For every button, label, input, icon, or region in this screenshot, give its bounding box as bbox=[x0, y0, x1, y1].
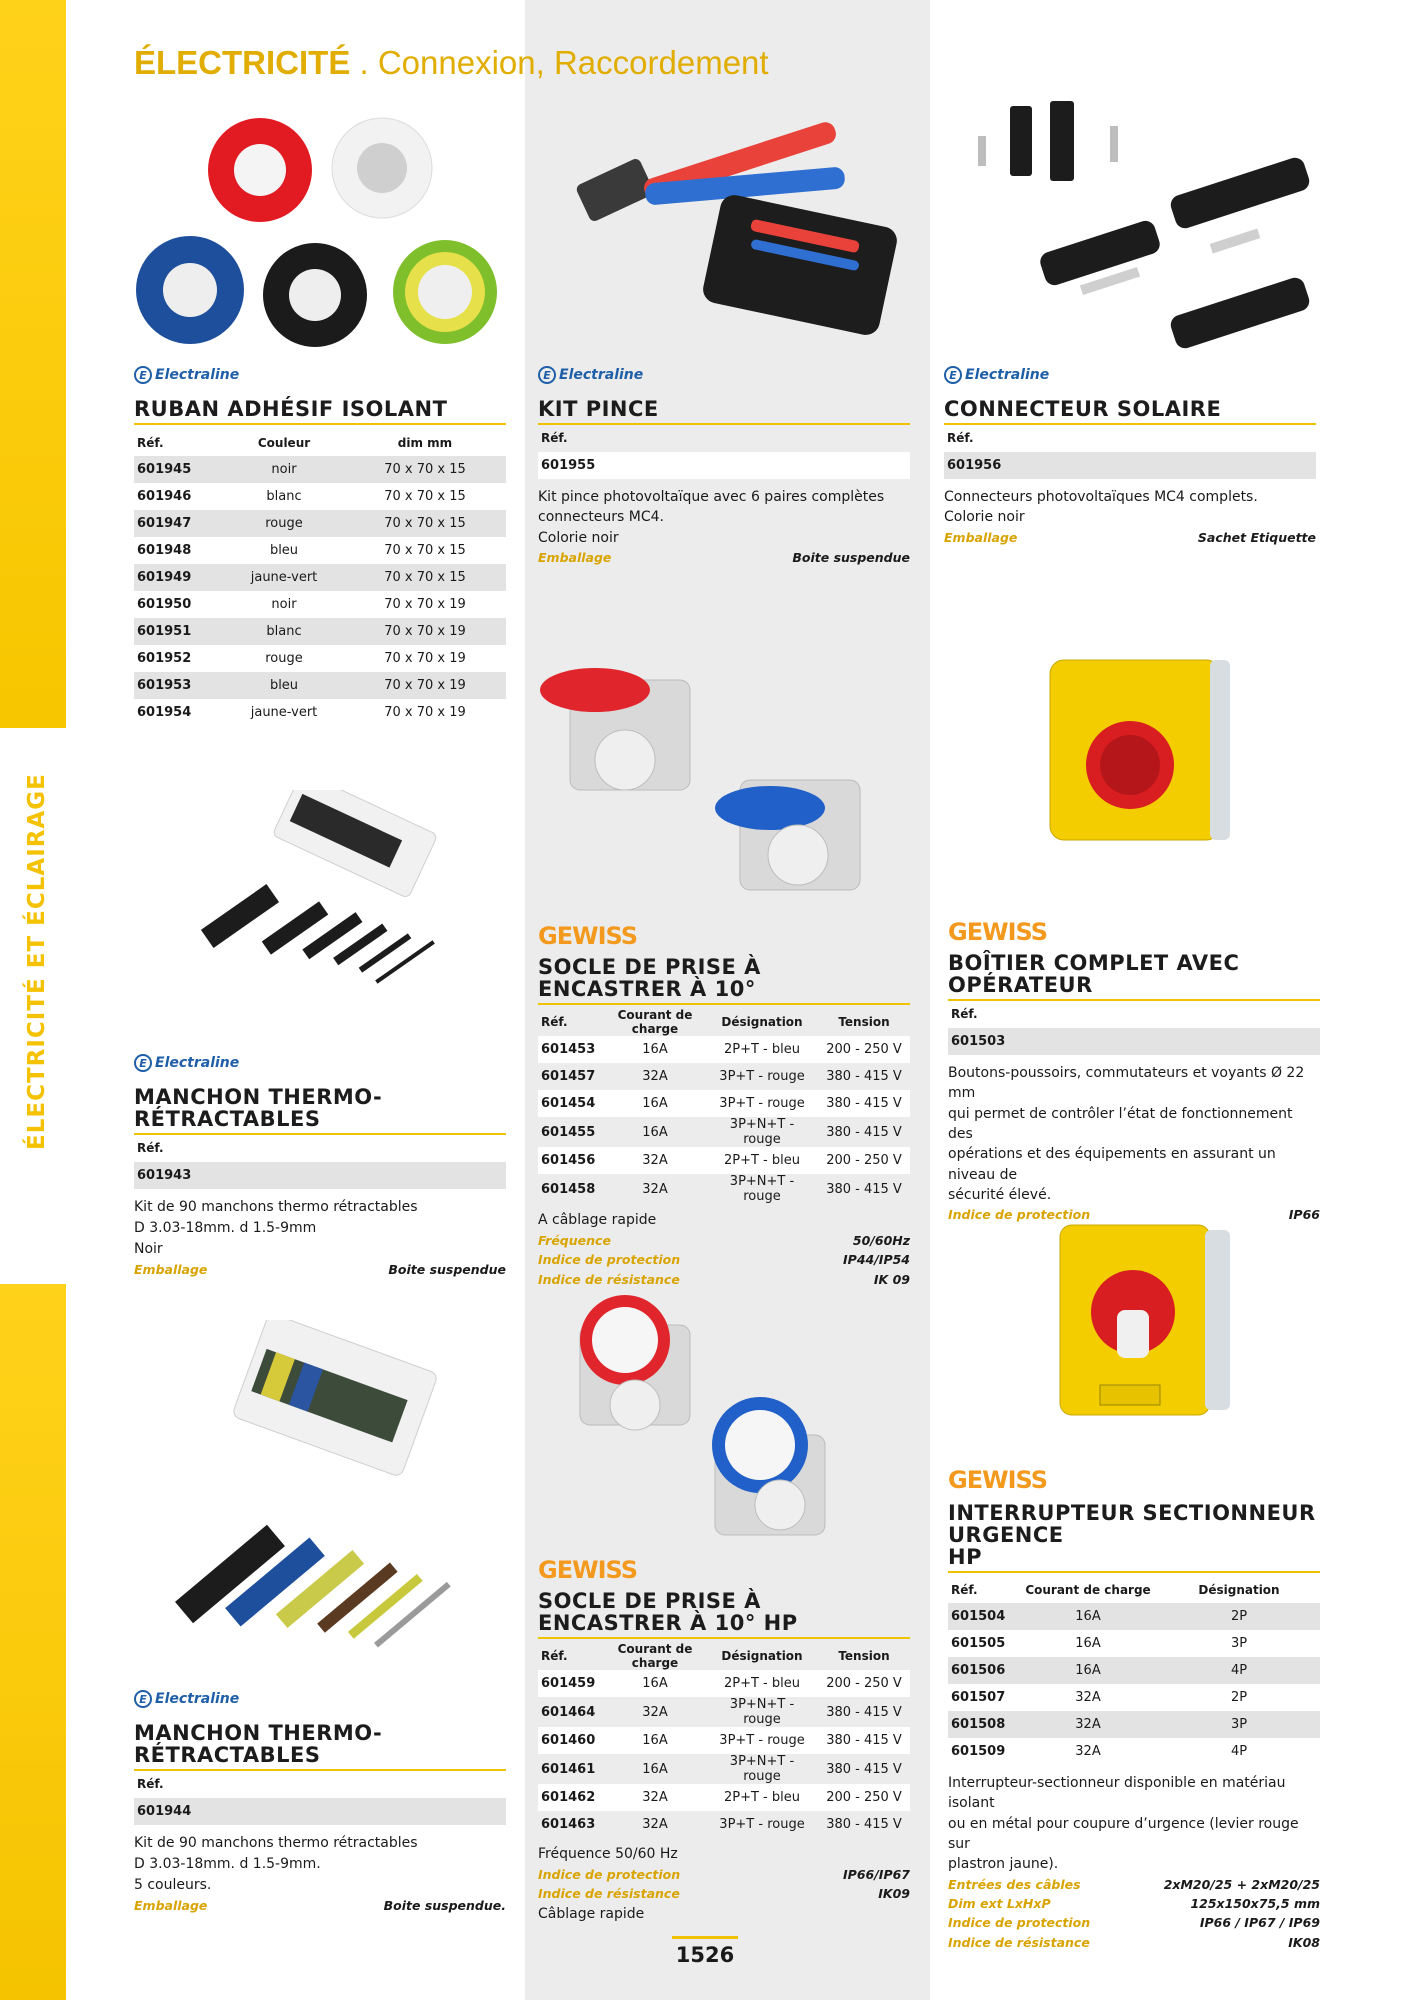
socle1-spec-value: IP44/IP54 bbox=[843, 1252, 910, 1268]
manchon2-desc-line: 5 couleurs. bbox=[134, 1877, 212, 1894]
kit-pince-ref-value: 601955 bbox=[538, 452, 910, 479]
interrupteur-spec-row bbox=[948, 1894, 1320, 1913]
interrupteur-spec-value: IP66 / IP67 / IP69 bbox=[1199, 1915, 1320, 1931]
interrupteur-row bbox=[948, 1603, 1320, 1630]
socle2-cell: 380 - 415 V bbox=[818, 1727, 910, 1754]
socle1-row bbox=[538, 1063, 910, 1090]
interrupteur-cell: 4P bbox=[1230, 1744, 1248, 1760]
isolator-switch-image bbox=[1055, 1220, 1235, 1420]
socle1-header-ref: Réf. bbox=[541, 1015, 568, 1030]
socle2-cell: 32A bbox=[642, 1817, 668, 1833]
manchon1-desc-line: D 3.03-18mm. d 1.5-9mm bbox=[134, 1220, 317, 1237]
interrupteur-title-line1: INTERRUPTEUR SECTIONNEUR URGENCE bbox=[948, 1501, 1316, 1548]
interrupteur-cell: 3P bbox=[1158, 1711, 1320, 1738]
socle2-row bbox=[538, 1811, 910, 1838]
ruban-row bbox=[134, 672, 506, 699]
connecteur-block bbox=[944, 366, 1316, 547]
socle1-cell: 601457 bbox=[541, 1069, 596, 1085]
socle1-spec-row bbox=[538, 1250, 910, 1269]
side-yellow-band-top bbox=[0, 0, 66, 728]
socle1-row bbox=[538, 1036, 910, 1063]
ruban-row bbox=[134, 510, 506, 537]
manchon1-emballage bbox=[134, 1260, 506, 1279]
ruban-row bbox=[134, 456, 506, 483]
ruban-table bbox=[134, 429, 506, 726]
boitier-block bbox=[948, 918, 1320, 1225]
socle2-row bbox=[538, 1754, 910, 1784]
interrupteur-header-designation: Désignation bbox=[1198, 1582, 1280, 1597]
electraline-wordmark: Electraline bbox=[965, 367, 1050, 383]
electraline-e-icon: E bbox=[134, 366, 152, 384]
ruban-row bbox=[134, 483, 506, 510]
interrupteur-header-courant: Courant de charge bbox=[1025, 1582, 1151, 1597]
interrupteur-spec-value: 125x150x75,5 mm bbox=[1190, 1896, 1320, 1911]
socle2-cell: 380 - 415 V bbox=[826, 1704, 902, 1720]
interrupteur-table bbox=[948, 1576, 1320, 1765]
socle1-cell: 601454 bbox=[538, 1090, 604, 1117]
interrupteur-cell: 32A bbox=[1075, 1690, 1101, 1706]
page-title-rest: . Connexion, Raccordement bbox=[350, 44, 769, 81]
socle1-spec-label: Indice de résistance bbox=[538, 1271, 680, 1287]
electraline-wordmark: Electraline bbox=[155, 367, 240, 383]
connecteur-emballage bbox=[944, 528, 1316, 547]
ruban-cell: rouge bbox=[265, 651, 303, 667]
socle1-cell: 3P+T - rouge bbox=[719, 1069, 805, 1085]
emballage-label: Emballage bbox=[538, 549, 612, 565]
interrupteur-spec-label: Dim ext LxHxP bbox=[948, 1896, 1051, 1911]
interrupteur-spec-label: Entrées des câbles bbox=[948, 1876, 1081, 1892]
interrupteur-row bbox=[948, 1711, 1320, 1738]
interrupteur-spec-row bbox=[948, 1913, 1320, 1932]
emballage-label: Emballage bbox=[134, 1262, 208, 1278]
socle1-cell: 380 - 415 V bbox=[826, 1181, 902, 1197]
connecteur-ref bbox=[944, 425, 1316, 479]
ruban-cell: jaune-vert bbox=[224, 564, 344, 591]
ruban-header-couleur: Couleur bbox=[257, 435, 311, 450]
electraline-e-icon: E bbox=[944, 366, 962, 384]
ruban-cell: 601951 bbox=[134, 618, 224, 645]
interrupteur-title bbox=[948, 1502, 1320, 1573]
ruban-cell: 70 x 70 x 15 bbox=[344, 564, 506, 591]
manchon1-ref-value: 601943 bbox=[134, 1162, 506, 1189]
interrupteur-row bbox=[948, 1684, 1320, 1711]
socle2-cell: 601460 bbox=[538, 1727, 604, 1754]
socle1-cell: 380 - 415 V bbox=[818, 1090, 910, 1117]
connecteur-ref-value: 601956 bbox=[944, 452, 1316, 479]
ruban-cell: blanc bbox=[224, 618, 344, 645]
ruban-cell: 601945 bbox=[134, 456, 224, 483]
socle1-spec-label: Indice de protection bbox=[538, 1252, 681, 1268]
socle2-table bbox=[538, 1642, 910, 1838]
ruban-cell: noir bbox=[224, 456, 344, 483]
ruban-cell: noir bbox=[271, 597, 297, 613]
socle2-spec-row bbox=[538, 1884, 910, 1903]
socle1-cell: 16A bbox=[604, 1090, 706, 1117]
emballage-value: Boite suspendue bbox=[792, 549, 910, 565]
socle1-cell: 2P+T - bleu bbox=[706, 1147, 818, 1174]
kit-pince-emballage bbox=[538, 548, 910, 567]
socle2-note2: Câblage rapide bbox=[538, 1905, 645, 1922]
socle2-cell: 3P+N+T - rouge bbox=[729, 1754, 795, 1785]
manchon1-ref-label: Réf. bbox=[137, 1141, 164, 1156]
interrupteur-description bbox=[948, 1773, 1320, 1874]
socle2-cell: 3P+T - rouge bbox=[706, 1727, 818, 1754]
socket-outlets-10deg-image bbox=[530, 660, 910, 930]
socle1-title: SOCLE DE PRISE À ENCASTRER À 10° bbox=[538, 956, 910, 1005]
electraline-logo bbox=[944, 366, 1316, 384]
ruban-cell: 70 x 70 x 15 bbox=[384, 543, 466, 559]
interrupteur-cell: 601507 bbox=[951, 1690, 1006, 1706]
kit-pince-desc-line: Kit pince photovoltaïque avec 6 paires complètes bbox=[538, 489, 885, 506]
socket-outlets-10deg-hp-image bbox=[540, 1295, 880, 1545]
socle1-header-designation: Désignation bbox=[721, 1015, 803, 1030]
ruban-cell: 601950 bbox=[137, 597, 192, 613]
ruban-cell: 601949 bbox=[134, 564, 224, 591]
electraline-e-icon: E bbox=[134, 1054, 152, 1072]
socle1-cell: 2P+T - bleu bbox=[706, 1036, 818, 1063]
ruban-row bbox=[134, 618, 506, 645]
socle2-cell: 2P+T - bleu bbox=[706, 1670, 818, 1697]
electraline-e-icon: E bbox=[134, 1690, 152, 1708]
interrupteur-spec-value: 2xM20/25 + 2xM20/25 bbox=[1163, 1876, 1320, 1892]
socle1-cell: 380 - 415 V bbox=[826, 1069, 902, 1085]
socle1-cell: 32A bbox=[642, 1181, 668, 1197]
interrupteur-row bbox=[948, 1657, 1320, 1684]
interrupteur-cell: 16A bbox=[1075, 1636, 1101, 1652]
interrupteur-row bbox=[948, 1738, 1320, 1765]
manchon1-desc-line: Kit de 90 manchons thermo rétractables bbox=[134, 1199, 418, 1216]
interrupteur-cell: 3P bbox=[1230, 1636, 1248, 1652]
boitier-title: BOÎTIER COMPLET AVEC OPÉRATEUR bbox=[948, 952, 1320, 1001]
interrupteur-cell: 601509 bbox=[951, 1744, 1006, 1760]
manchon2-title: MANCHON THERMO-RÉTRACTABLES bbox=[134, 1722, 506, 1771]
socle2-cell: 601463 bbox=[541, 1817, 596, 1833]
manchon1-block bbox=[134, 1054, 506, 1279]
interrupteur-desc-line: ou en métal pour coupure d’urgence (levier rouge sur bbox=[948, 1815, 1299, 1853]
ruban-cell: 70 x 70 x 15 bbox=[384, 489, 466, 505]
interrupteur-cell: 4P bbox=[1158, 1657, 1320, 1684]
socle2-cell: 601462 bbox=[538, 1784, 604, 1811]
socle2-spec-value: IK09 bbox=[878, 1886, 910, 1902]
manchon2-ref bbox=[134, 1771, 506, 1825]
socle2-specs bbox=[538, 1865, 910, 1904]
page-title-strong: ÉLECTRICITÉ bbox=[134, 44, 351, 81]
manchon2-ref-label: Réf. bbox=[137, 1777, 164, 1792]
socle2-header-courant: Courant de charge bbox=[617, 1642, 693, 1671]
manchon2-emballage bbox=[134, 1896, 506, 1915]
socle2-row bbox=[538, 1784, 910, 1811]
ruban-cell: bleu bbox=[224, 672, 344, 699]
socle2-cell: 32A bbox=[604, 1784, 706, 1811]
socle1-row bbox=[538, 1090, 910, 1117]
ruban-row bbox=[134, 564, 506, 591]
ruban-cell: 601946 bbox=[137, 489, 192, 505]
socle2-row bbox=[538, 1697, 910, 1727]
gewiss-logo: GEWISS bbox=[948, 918, 1047, 946]
ruban-row bbox=[134, 537, 506, 564]
socle1-note: A câblage rapide bbox=[538, 1212, 657, 1229]
interrupteur-title-line2: HP bbox=[948, 1545, 982, 1570]
interrupteur-specs bbox=[948, 1875, 1320, 1953]
socle1-spec-row bbox=[538, 1231, 910, 1250]
kit-pince-desc-line: Colorie noir bbox=[538, 529, 619, 546]
socle2-spec-row bbox=[538, 1865, 910, 1884]
gewiss-logo: GEWISS bbox=[538, 922, 637, 950]
socle1-cell: 601453 bbox=[538, 1036, 604, 1063]
socle1-row bbox=[538, 1117, 910, 1147]
heat-shrink-color-kit-image bbox=[165, 1320, 455, 1700]
electraline-logo bbox=[538, 366, 910, 384]
interrupteur-cell: 2P bbox=[1158, 1603, 1320, 1630]
socle2-cell: 3P+T - rouge bbox=[719, 1817, 805, 1833]
ruban-cell: 601947 bbox=[134, 510, 224, 537]
boitier-desc-line: sécurité élevé. bbox=[948, 1186, 1052, 1203]
interrupteur-spec-row bbox=[948, 1933, 1320, 1952]
socle2-cell: 601461 bbox=[541, 1761, 596, 1777]
socle2-cell: 32A bbox=[642, 1704, 668, 1720]
socle1-cell: 3P+N+T - rouge bbox=[729, 1174, 795, 1205]
socle2-cell: 380 - 415 V bbox=[826, 1817, 902, 1833]
manchon2-ref-value: 601944 bbox=[134, 1798, 506, 1825]
ruban-cell: bleu bbox=[269, 543, 299, 559]
socle2-spec-value: IP66/IP67 bbox=[843, 1867, 910, 1883]
electraline-wordmark: Electraline bbox=[155, 1055, 240, 1071]
socle1-cell: 32A bbox=[642, 1069, 668, 1085]
ruban-cell: blanc bbox=[266, 489, 302, 505]
ruban-cell: 601954 bbox=[137, 705, 192, 721]
electraline-e-icon: E bbox=[538, 366, 556, 384]
ruban-cell: 601948 bbox=[137, 543, 192, 559]
emballage-label: Emballage bbox=[134, 1898, 208, 1914]
page-title bbox=[134, 44, 769, 82]
connecteur-desc-line: Colorie noir bbox=[944, 509, 1025, 526]
socle1-cell: 16A bbox=[604, 1036, 706, 1063]
interrupteur-cell: 16A bbox=[1018, 1603, 1158, 1630]
ruban-cell: 70 x 70 x 15 bbox=[344, 510, 506, 537]
socle1-spec-label: Fréquence bbox=[538, 1233, 611, 1249]
tape-blue bbox=[136, 236, 244, 344]
socle2-header-tension: Tension bbox=[838, 1649, 890, 1664]
socle2-row bbox=[538, 1670, 910, 1697]
socle2-cell: 200 - 250 V bbox=[818, 1784, 910, 1811]
socle1-specs bbox=[538, 1231, 910, 1289]
socle2-cell: 601459 bbox=[538, 1670, 604, 1697]
socle1-cell: 601456 bbox=[538, 1147, 604, 1174]
manchon2-desc-line: D 3.03-18mm. d 1.5-9mm. bbox=[134, 1856, 321, 1873]
socle1-cell: 16A bbox=[642, 1124, 668, 1140]
socle1-block bbox=[538, 922, 910, 1289]
socle2-cell: 16A bbox=[604, 1727, 706, 1754]
socle2-spec-label: Indice de protection bbox=[538, 1867, 681, 1883]
interrupteur-cell: 16A bbox=[1018, 1657, 1158, 1684]
interrupteur-cell: 601506 bbox=[948, 1657, 1018, 1684]
interrupteur-spec-label: Indice de protection bbox=[948, 1915, 1091, 1931]
socle2-row bbox=[538, 1727, 910, 1754]
boitier-description bbox=[948, 1063, 1320, 1205]
socle2-cell: 16A bbox=[642, 1761, 668, 1777]
page-number: 1526 bbox=[672, 1936, 738, 1967]
interrupteur-cell: 601504 bbox=[948, 1603, 1018, 1630]
ruban-block bbox=[134, 366, 506, 726]
ruban-cell: 70 x 70 x 19 bbox=[344, 672, 506, 699]
interrupteur-row bbox=[948, 1630, 1320, 1657]
tape-red bbox=[208, 118, 312, 222]
interrupteur-cell: 601508 bbox=[948, 1711, 1018, 1738]
boitier-ref-value: 601503 bbox=[948, 1028, 1320, 1055]
interrupteur-cell: 32A bbox=[1018, 1711, 1158, 1738]
tape-rolls-image bbox=[130, 110, 510, 350]
socle1-spec-value: IK 09 bbox=[873, 1271, 910, 1287]
socle1-cell: 601458 bbox=[541, 1181, 596, 1197]
side-yellow-band-bottom bbox=[0, 1284, 66, 2000]
ruban-cell: 70 x 70 x 19 bbox=[384, 597, 466, 613]
emballage-value: Boite suspendue bbox=[388, 1262, 506, 1278]
socle1-cell: 3P+N+T - rouge bbox=[729, 1117, 795, 1148]
solar-connectors-image bbox=[970, 96, 1320, 376]
tape-white bbox=[332, 118, 432, 218]
socle1-cell: 32A bbox=[604, 1147, 706, 1174]
socle1-cell: 3P+T - rouge bbox=[706, 1090, 818, 1117]
interrupteur-cell: 32A bbox=[1075, 1744, 1101, 1760]
ruban-cell: 70 x 70 x 19 bbox=[384, 651, 466, 667]
gewiss-logo: GEWISS bbox=[948, 1466, 1047, 1494]
socle1-spec-row bbox=[538, 1270, 910, 1289]
kit-pince-description bbox=[538, 487, 910, 548]
electraline-logo bbox=[134, 366, 506, 384]
interrupteur-cell: 2P bbox=[1230, 1690, 1248, 1706]
socle2-header-designation: Désignation bbox=[721, 1649, 803, 1664]
ruban-title: RUBAN ADHÉSIF ISOLANT bbox=[134, 398, 506, 425]
kit-pince-block bbox=[538, 366, 910, 567]
ruban-header-ref: Réf. bbox=[137, 435, 164, 450]
socle2-cell: 200 - 250 V bbox=[818, 1670, 910, 1697]
ruban-cell: 70 x 70 x 19 bbox=[344, 618, 506, 645]
socle1-spec-value: 50/60Hz bbox=[852, 1233, 910, 1249]
kit-pince-title: KIT PINCE bbox=[538, 398, 910, 425]
socle1-table bbox=[538, 1008, 910, 1204]
ruban-cell: 601953 bbox=[134, 672, 224, 699]
socle2-spec-label: Indice de résistance bbox=[538, 1886, 680, 1902]
kit-pince-desc-line: connecteurs MC4. bbox=[538, 509, 665, 526]
socle2-note: Fréquence 50/60 Hz bbox=[538, 1846, 678, 1863]
ruban-row bbox=[134, 699, 506, 726]
socle2-cell: 380 - 415 V bbox=[826, 1761, 902, 1777]
gewiss-logo: GEWISS bbox=[538, 1556, 637, 1584]
connecteur-description bbox=[944, 487, 1316, 528]
interrupteur-spec-value: IK08 bbox=[1288, 1934, 1320, 1950]
electraline-logo bbox=[134, 1690, 506, 1708]
boitier-spec-label: Indice de protection bbox=[948, 1207, 1091, 1223]
interrupteur-desc-line: plastron jaune). bbox=[948, 1856, 1059, 1873]
kit-pince-ref-label: Réf. bbox=[541, 431, 568, 446]
connecteur-ref-label: Réf. bbox=[947, 431, 974, 446]
socle1-cell: 200 - 250 V bbox=[818, 1036, 910, 1063]
socle1-cell: 601455 bbox=[541, 1124, 596, 1140]
socle2-block bbox=[538, 1556, 910, 1925]
socle2-title: SOCLE DE PRISE À ENCASTRER À 10° HP bbox=[538, 1590, 910, 1639]
manchon1-description bbox=[134, 1197, 506, 1260]
connecteur-title: CONNECTEUR SOLAIRE bbox=[944, 398, 1316, 425]
tape-yellow-green bbox=[393, 240, 497, 344]
electraline-logo bbox=[134, 1054, 506, 1072]
manchon2-description bbox=[134, 1833, 506, 1896]
socle1-cell: 200 - 250 V bbox=[818, 1147, 910, 1174]
emballage-value: Sachet Etiquette bbox=[1197, 529, 1316, 545]
boitier-ref-label: Réf. bbox=[951, 1007, 978, 1022]
interrupteur-cell: 601505 bbox=[951, 1636, 1006, 1652]
socle2-cell: 3P+N+T - rouge bbox=[729, 1697, 795, 1728]
manchon1-title: MANCHON THERMO-RÉTRACTABLES bbox=[134, 1086, 506, 1135]
ruban-cell: 70 x 70 x 19 bbox=[384, 705, 466, 721]
kit-pince-ref bbox=[538, 425, 910, 479]
boitier-desc-line: Boutons-poussoirs, commutateurs et voyants Ø 22 mm bbox=[948, 1065, 1305, 1102]
connecteur-desc-line: Connecteurs photovoltaïques MC4 complets. bbox=[944, 489, 1258, 506]
ruban-row bbox=[134, 645, 506, 672]
boitier-desc-line: qui permet de contrôler l’état de fonctionnement des bbox=[948, 1105, 1293, 1142]
socle2-cell: 2P+T - bleu bbox=[706, 1784, 818, 1811]
socle2-cell: 16A bbox=[604, 1670, 706, 1697]
boitier-desc-line: opérations et des équipements en assurant un niveau de bbox=[948, 1146, 1276, 1183]
interrupteur-block bbox=[948, 1466, 1320, 1952]
electraline-wordmark: Electraline bbox=[155, 1691, 240, 1707]
socle2-header-ref: Réf. bbox=[541, 1649, 568, 1664]
ruban-header-dim: dim mm bbox=[397, 435, 453, 450]
boitier-spec-value: IP66 bbox=[1288, 1207, 1320, 1223]
manchon2-desc-line: Kit de 90 manchons thermo rétractables bbox=[134, 1835, 418, 1852]
tape-black bbox=[263, 243, 367, 347]
socle1-header-tension: Tension bbox=[838, 1015, 890, 1030]
manchon1-desc-line: Noir bbox=[134, 1241, 163, 1258]
manchon1-ref bbox=[134, 1135, 506, 1189]
interrupteur-header-ref: Réf. bbox=[951, 1582, 978, 1597]
emballage-value: Boite suspendue. bbox=[383, 1898, 506, 1914]
side-section-label: ÉLECTRICITÉ ET ÉCLAIRAGE bbox=[24, 773, 50, 1150]
ruban-cell: 601952 bbox=[137, 651, 192, 667]
ruban-cell: rouge bbox=[224, 510, 344, 537]
ruban-cell: jaune-vert bbox=[250, 705, 318, 721]
manchon2-block bbox=[134, 1690, 506, 1915]
socle2-cell: 601464 bbox=[541, 1704, 596, 1720]
interrupteur-spec-label: Indice de résistance bbox=[948, 1934, 1090, 1950]
socle1-header-courant: Courant de charge bbox=[617, 1008, 693, 1037]
crimping-plier-kit-image bbox=[570, 110, 910, 350]
interrupteur-desc-line: Interrupteur-sectionneur disponible en matériau isolant bbox=[948, 1775, 1286, 1812]
boitier-ref bbox=[948, 1001, 1320, 1055]
emergency-stop-box-image bbox=[1040, 650, 1240, 850]
socle1-row bbox=[538, 1174, 910, 1204]
interrupteur-spec-row bbox=[948, 1875, 1320, 1894]
electraline-wordmark: Electraline bbox=[559, 367, 644, 383]
heat-shrink-black-kit-image bbox=[190, 790, 440, 1020]
socle1-row bbox=[538, 1147, 910, 1174]
socle1-cell: 380 - 415 V bbox=[826, 1124, 902, 1140]
emballage-label: Emballage bbox=[944, 529, 1018, 545]
ruban-cell: 70 x 70 x 15 bbox=[344, 456, 506, 483]
ruban-row bbox=[134, 591, 506, 618]
